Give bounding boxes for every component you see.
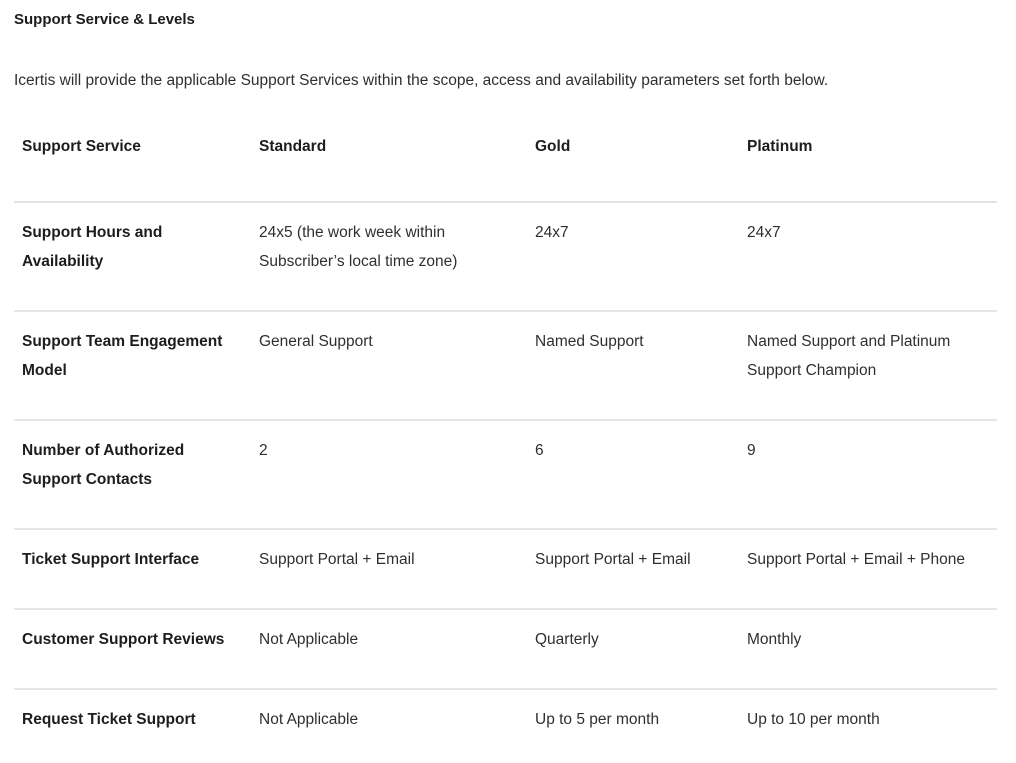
table-row bbox=[14, 529, 997, 609]
standard-cell: 2 bbox=[259, 442, 268, 459]
table-row bbox=[14, 689, 997, 763]
standard-cell: Not Applicable bbox=[259, 631, 359, 648]
table-row bbox=[14, 202, 997, 311]
header-standard: Standard bbox=[259, 138, 327, 155]
platinum-cell: Up to 10 per month bbox=[747, 711, 880, 728]
platinum-cell: 24x7 bbox=[747, 224, 781, 241]
standard-cell: General Support bbox=[259, 333, 373, 350]
row-label: Support Hours and Availability bbox=[22, 224, 163, 270]
gold-cell: 6 bbox=[535, 442, 544, 459]
platinum-cell: Monthly bbox=[747, 631, 802, 648]
support-levels-table bbox=[14, 118, 997, 763]
header-row bbox=[14, 118, 997, 202]
standard-cell: Support Portal + Email bbox=[259, 551, 415, 568]
table-header bbox=[14, 118, 997, 202]
gold-cell: Named Support bbox=[535, 333, 644, 350]
gold-cell: Quarterly bbox=[535, 631, 599, 648]
row-label: Number of Authorized Support Contacts bbox=[22, 442, 185, 488]
gold-cell: Up to 5 per month bbox=[535, 711, 660, 728]
platinum-cell: Named Support and Platinum Support Champion bbox=[747, 333, 951, 379]
gold-cell: Support Portal + Email bbox=[535, 551, 691, 568]
document-page bbox=[0, 9, 1016, 763]
standard-cell: 24x5 (the work week within Subscriber’s local time zone) bbox=[259, 224, 458, 270]
table-row bbox=[14, 609, 997, 689]
section-heading: Support Service & Levels bbox=[14, 11, 195, 28]
table-row bbox=[14, 420, 997, 529]
row-label: Ticket Support Interface bbox=[22, 551, 200, 568]
row-label: Support Team Engagement Model bbox=[22, 333, 223, 379]
standard-cell: Not Applicable bbox=[259, 711, 359, 728]
header-support-service: Support Service bbox=[22, 138, 141, 155]
platinum-cell: Support Portal + Email + Phone bbox=[747, 551, 965, 568]
gold-cell: 24x7 bbox=[535, 224, 569, 241]
header-gold: Gold bbox=[535, 138, 571, 155]
row-label: Request Ticket Support bbox=[22, 711, 196, 728]
row-label: Customer Support Reviews bbox=[22, 631, 225, 648]
table-row bbox=[14, 311, 997, 420]
header-platinum: Platinum bbox=[747, 138, 813, 155]
table-body bbox=[14, 202, 997, 763]
platinum-cell: 9 bbox=[747, 442, 756, 459]
intro-paragraph: Icertis will provide the applicable Support Services within the scope, access and availability parameters set forth below. bbox=[14, 72, 829, 89]
